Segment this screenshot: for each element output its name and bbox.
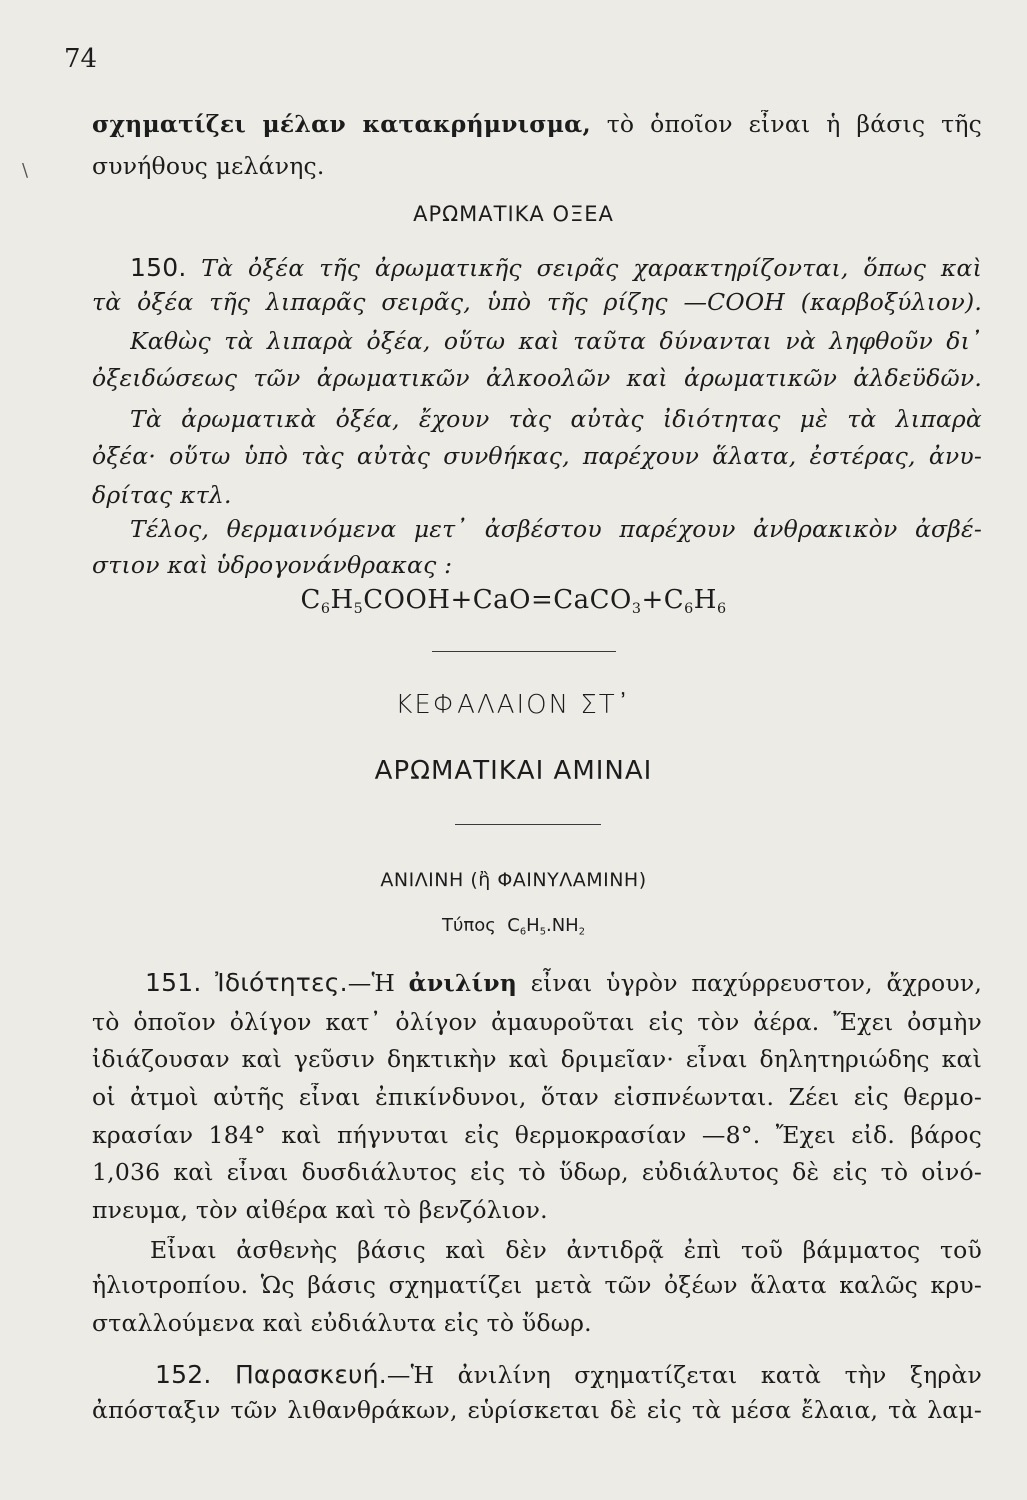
- s151-line-2: τὸ ὁποῖον ὀλίγον κατ᾽ ὀλίγον ἀμαυροῦται εἰς τὸν ἀέρα. Ἔχει ὀσμὴν: [92, 1008, 982, 1036]
- s151-line-10: σταλλούμενα καὶ εὐδιάλυτα εἰς τὸ ὕδωρ.: [92, 1309, 592, 1337]
- chemical-equation: $C_6H_5COOH+CaO=CaCO_3+C_6H_6$: [300, 585, 727, 617]
- s150-line-5: Τὰ ἀρωματικὰ ὀξέα, ἔχουν τὰς αὐτὰς ἰδιότητας μὲ τὰ λιπαρὰ: [130, 405, 982, 433]
- s151-line-3: ἰδιάζουσαν καὶ γεῦσιν δηκτικὴν καὶ δριμεῖαν· εἶναι δηλητηριώδης καὶ: [92, 1045, 982, 1073]
- s151-line-5: κρασίαν 184° καὶ πήγνυται εἰς θερμοκρασίαν —8°. Ἔχει εἰδ. βάρος: [92, 1121, 982, 1149]
- s151-line-6: 1,036 καὶ εἶναι δυσδιάλυτος εἰς τὸ ὕδωρ, εὐδιάλυτος δὲ εἰς τὸ οἰνό-: [92, 1158, 982, 1186]
- intro-line-2: συνήθους μελάνης.: [92, 152, 325, 180]
- s150-line-8: Τέλος, θερμαινόμενα μετ᾽ ἀσβέστου παρέχουν ἀνθρακικὸν ἀσβέ-: [130, 515, 982, 543]
- s150-line-3: Καθὼς τὰ λιπαρὰ ὀξέα, οὕτω καὶ ταῦτα δύνανται νὰ ληφθοῦν δι᾽: [130, 327, 982, 355]
- divider-rule-1: [432, 651, 616, 652]
- s150-line-4: ὀξειδώσεως τῶν ἀρωματικῶν ἀλκοολῶν καὶ ἀρωματικῶν ἀλδεϋδῶν.: [92, 364, 982, 392]
- s151-line-8: Εἶναι ἀσθενὴς βάσις καὶ δὲν ἀντιδρᾷ ἐπὶ τοῦ βάμματος τοῦ: [150, 1236, 982, 1264]
- s150-line-2: τὰ ὀξέα τῆς λιπαρᾶς σειρᾶς, ὑπὸ τῆς ρίζης —COOH (καρβοξύλιον).: [92, 288, 982, 316]
- intro-bold-text: σχηματίζει μέλαν κατακρήμνισμα,: [92, 110, 591, 138]
- page-number: 74: [64, 44, 98, 74]
- s152-line-2: ἀπόσταξιν τῶν λιθανθράκων, εὑρίσκεται δὲ εἰς τὰ μέσα ἔλαια, τὰ λαμ-: [92, 1396, 982, 1424]
- chapter-label: ΚΕΦΑΛΑΙΟΝ ΣΤ᾽: [395, 690, 632, 720]
- s151-bold-word: ἀνιλίνη: [408, 969, 518, 997]
- s152-first-rest: —Ἡ ἀνιλίνη σχηματίζεται κατὰ τὴν ξηρὰν: [386, 1361, 982, 1389]
- s150-line-6: ὀξέα· οὕτω ὑπὸ τὰς αὐτὰς συνθήκας, παρέχουν ἅλατα, ἐστέρας, ἀνυ-: [92, 442, 982, 470]
- s151-title: Ἰδιότητες.: [215, 968, 348, 997]
- s151-line-7: πνευμα, τὸν αἰθέρα καὶ τὸ βενζόλιον.: [92, 1196, 548, 1224]
- section-heading-aromatic-acids: ΑΡΩΜΑΤΙΚΑ ΟΞΕΑ: [413, 202, 614, 226]
- s150-line-1-text: Τὰ ὀξέα τῆς ἀρωματικῆς σειρᾶς χαρακτηρίζονται, ὅπως καὶ: [201, 254, 982, 282]
- s150-number: 150.: [130, 253, 187, 282]
- s150-line-7: δρίτας κτλ.: [92, 481, 232, 509]
- margin-mark: \: [22, 160, 29, 181]
- s151-first-rest: εἶναι ὑγρὸν παχύρρευστον, ἄχρουν,: [530, 969, 982, 997]
- s151-line-4: οἱ ἀτμοὶ αὐτῆς εἶναι ἐπικίνδυνοι, ὅταν εἰσπνέωνται. Ζέει εἰς θερμο-: [92, 1083, 982, 1111]
- s151-dash: —Ἡ: [347, 969, 395, 997]
- s150-line-1: [130, 253, 982, 282]
- aniline-subtitle: ΑΝΙΛΙΝΗ (ἢ ΦΑΙΝΥΛΑΜΙΝΗ): [380, 869, 647, 891]
- s152-number: 152.: [155, 1360, 212, 1389]
- s150-line-9: στιον καὶ ὑδρογονάνθρακας :: [92, 551, 453, 579]
- s152-title: Παρασκευή.: [234, 1360, 387, 1389]
- intro-rest: τὸ ὁποῖον εἶναι ἡ βάσις τῆς: [606, 110, 982, 138]
- s151-number: 151.: [145, 968, 202, 997]
- s152-line-1: [155, 1360, 982, 1389]
- aniline-type-formula: Τύπος $C_6H_5.NH_2$: [441, 915, 586, 938]
- s151-line-1: [145, 968, 982, 997]
- chapter-title: ΑΡΩΜΑΤΙΚΑΙ ΑΜΙΝΑΙ: [374, 756, 653, 786]
- intro-line-1: [92, 110, 982, 138]
- divider-rule-2: [455, 824, 601, 825]
- s151-line-9: ἡλιοτροπίου. Ὡς βάσις σχηματίζει μετὰ τῶν ὀξέων ἅλατα καλῶς κρυ-: [92, 1271, 982, 1299]
